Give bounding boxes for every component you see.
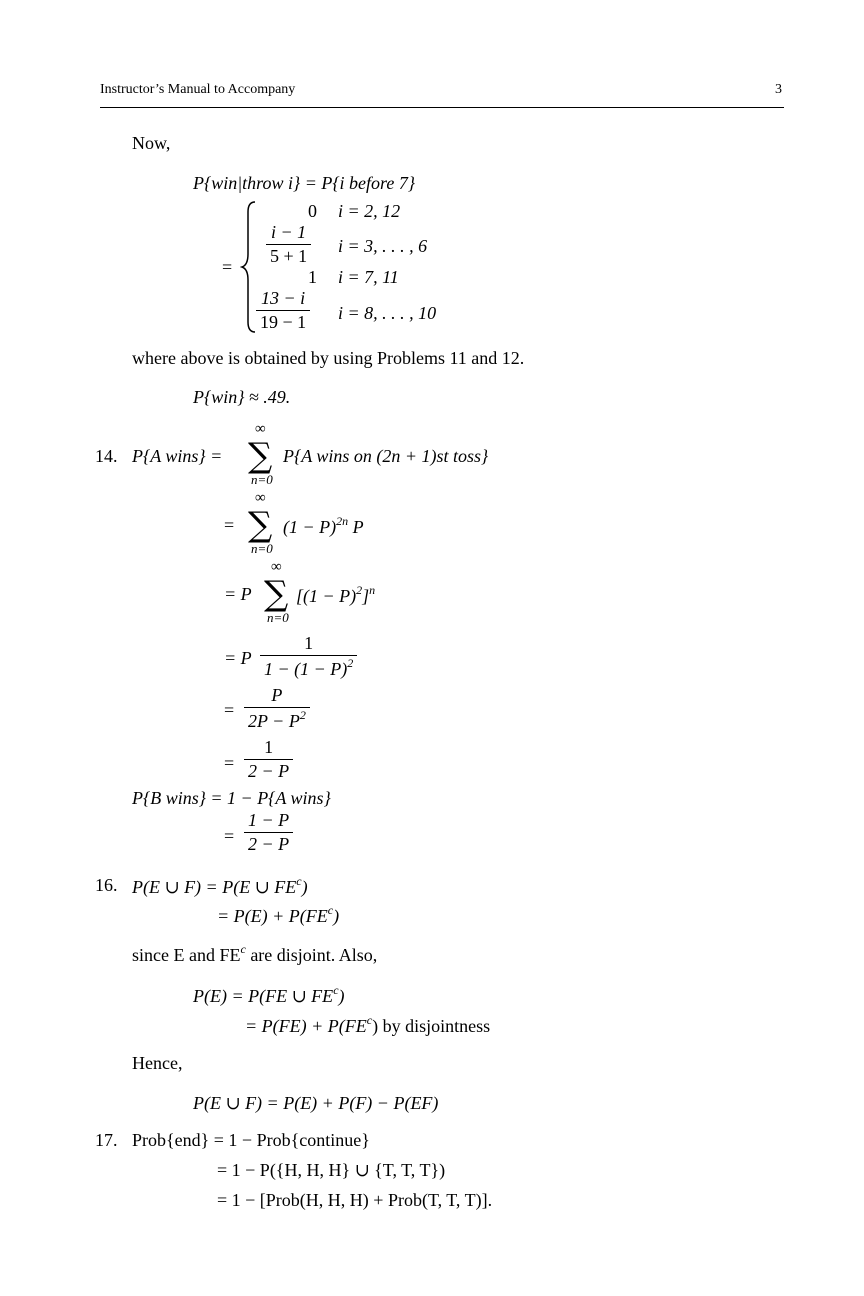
p14-line2-rhs: (1 − P) xyxy=(283,517,337,537)
case1-value: 0 xyxy=(308,201,317,221)
sum2-upper: ∞ xyxy=(255,490,266,506)
case3-condition: i = 7, 11 xyxy=(338,267,399,287)
p16-pe1-sup: c xyxy=(333,983,339,997)
case4-fraction xyxy=(256,288,310,333)
p14-line4-fraction xyxy=(260,633,357,680)
page-number: 3 xyxy=(775,82,782,97)
p16-since-end: are disjoint. Also, xyxy=(245,945,378,965)
p16-since-sup: c xyxy=(240,942,246,956)
p14-line5-denominator: 2P − P xyxy=(248,711,300,731)
p14-line3-close: ] xyxy=(362,586,370,606)
p16-pe1: P(E) = P(FE ∪ FE xyxy=(193,986,334,1006)
p14-line5-den-exp: 2 xyxy=(299,708,306,722)
p14-line3-rhs: [(1 − P) xyxy=(296,586,357,606)
p14-line5-numerator: P xyxy=(271,685,283,705)
p16-final: P(E ∪ F) = P(E) + P(F) − P(EF) xyxy=(193,1093,439,1113)
p14-line4-numerator: 1 xyxy=(304,633,314,653)
p14-line6-denominator: 2 − P xyxy=(248,761,290,781)
p14-line4-pre: = P xyxy=(224,648,252,668)
case4-denominator: 19 − 1 xyxy=(260,312,307,332)
p14-line6-fraction xyxy=(244,737,293,782)
p14-line5-fraction xyxy=(244,685,310,732)
p14-b-lhs: P{B wins} = 1 − P{A wins} xyxy=(132,788,331,808)
sum2-symbol: ∑ xyxy=(248,505,273,545)
sum2-lower: n=0 xyxy=(251,541,273,556)
sum1-symbol: ∑ xyxy=(248,436,273,476)
sum3-lower: n=0 xyxy=(267,610,289,625)
now-text: Now, xyxy=(132,133,171,153)
header-rule xyxy=(100,107,784,108)
p14-line8-fraction xyxy=(244,810,293,855)
p14-line2-eq: = xyxy=(224,515,235,535)
p16-pe2: = P(FE) + P(FE xyxy=(245,1016,367,1036)
p14-line3-exp: 2 xyxy=(356,583,363,597)
p16-pe2-sup: c xyxy=(366,1013,373,1027)
sum3-upper: ∞ xyxy=(271,559,282,575)
case2-condition: i = 3, . . . , 6 xyxy=(338,236,428,256)
p13-note: where above is obtained by using Problems 11 and 12. xyxy=(132,348,525,368)
running-header: Instructor’s Manual to Accompany xyxy=(100,82,296,97)
p14-lhs: P{A wins} = xyxy=(132,446,223,466)
p16-line1-end: ) xyxy=(301,877,308,897)
sum3-symbol: ∑ xyxy=(264,574,289,614)
case1-condition: i = 2, 12 xyxy=(338,201,401,221)
p14-line4-denominator: 1 − (1 − P) xyxy=(264,659,348,679)
p17-line2: = 1 − P({H, H, H} ∪ {T, T, T}) xyxy=(217,1160,446,1180)
p14-line8-eq: = xyxy=(224,826,235,846)
p16-line2-sup: c xyxy=(327,903,334,917)
p14-line6-numerator: 1 xyxy=(264,737,274,757)
p14-line6-eq: = xyxy=(224,753,235,773)
p16-line2: = P(E) + P(FE xyxy=(217,906,328,926)
p16-hence: Hence, xyxy=(132,1053,183,1073)
p13-equals: = xyxy=(222,257,233,277)
p17-line1: Prob{end} = 1 − Prob{continue} xyxy=(132,1130,370,1150)
case2-fraction xyxy=(266,222,311,267)
p16-since: since E and FE xyxy=(132,945,241,965)
case3-value: 1 xyxy=(308,267,317,287)
p16-line2-end: ) xyxy=(333,906,340,926)
p14-line1-rhs: P{A wins on (2n + 1)st toss} xyxy=(283,446,489,466)
p14-line3-pre: = P xyxy=(224,584,252,604)
p16-line1-sup: c xyxy=(296,874,302,888)
sum1-lower: n=0 xyxy=(251,472,273,487)
p14-line8-denominator: 2 − P xyxy=(248,834,290,854)
case2-numerator: i − 1 xyxy=(271,222,307,242)
problem-14-label: 14. xyxy=(95,446,118,466)
case2-denominator: 5 + 1 xyxy=(270,246,308,266)
problem-17-label: 17. xyxy=(95,1130,118,1150)
p14-line4-den-exp: 2 xyxy=(347,656,354,670)
p14-line2-tail: P xyxy=(352,517,364,537)
p14-line5-eq: = xyxy=(224,700,235,720)
case4-condition: i = 8, . . . , 10 xyxy=(338,303,437,323)
p14-line2-exp: 2n xyxy=(336,514,349,528)
case4-numerator: 13 − i xyxy=(261,288,306,308)
problem-16-label: 16. xyxy=(95,875,118,895)
p16-pe2-end: ) by disjointness xyxy=(372,1016,491,1036)
sum1-upper: ∞ xyxy=(255,421,266,437)
p14-line8-numerator: 1 − P xyxy=(248,810,290,830)
p16-pe1-end: ) xyxy=(338,986,345,1006)
p16-line1: P(E ∪ F) = P(E ∪ FE xyxy=(132,877,297,897)
p17-line3: = 1 − [Prob(H, H, H) + Prob(T, T, T)]. xyxy=(217,1190,493,1210)
p13-result: P{win} ≈ .49. xyxy=(193,387,291,407)
p13-lhs: P{win|throw i} = P{i before 7} xyxy=(193,173,416,193)
p14-line3-exp2: n xyxy=(369,583,376,597)
